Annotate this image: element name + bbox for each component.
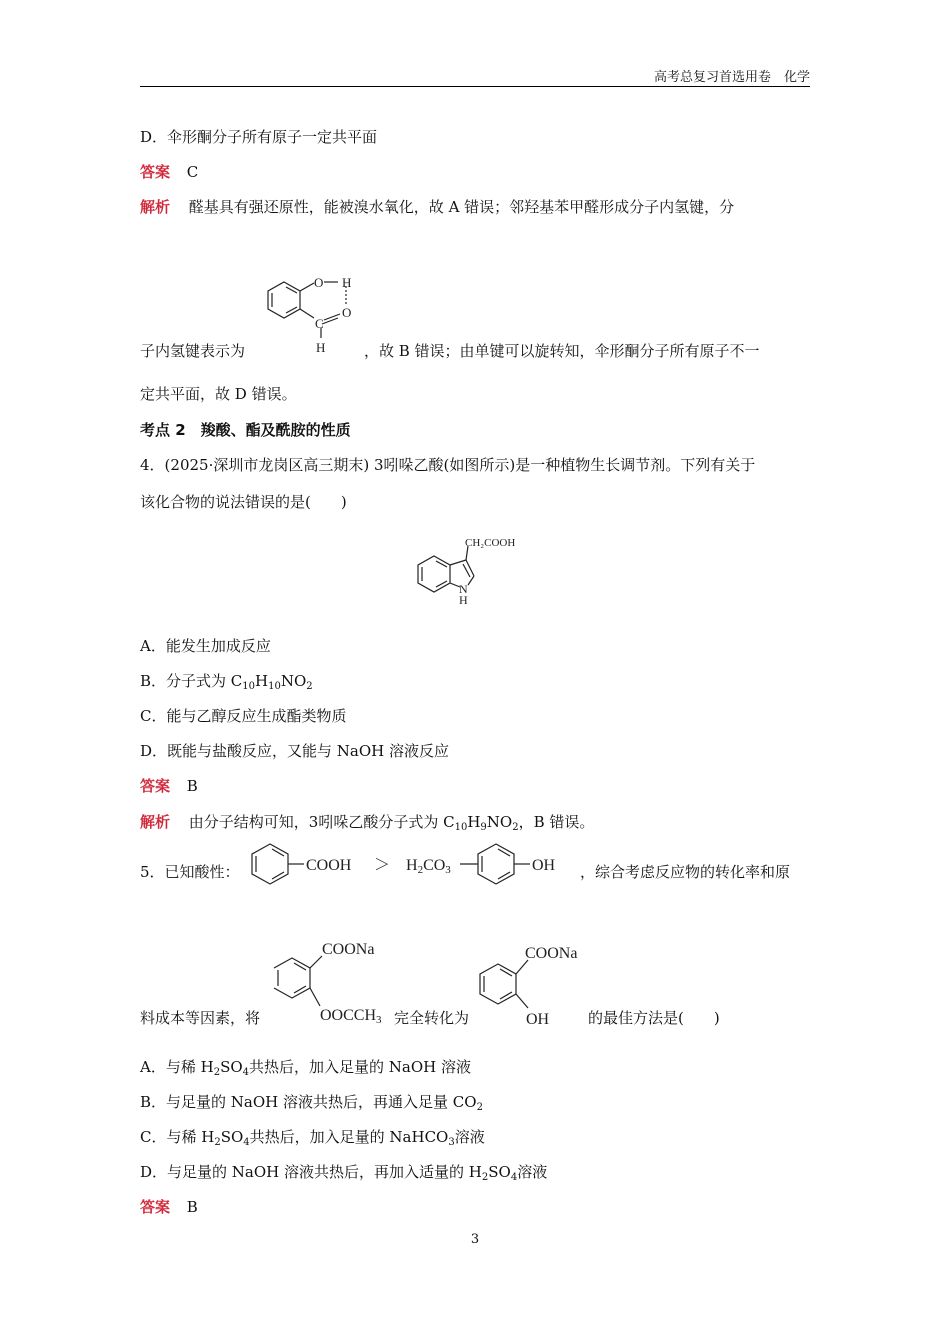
acid-cooh: COOH (306, 857, 352, 874)
q3-analysis-line3: 定共平面，故 D 错误。 (140, 385, 297, 403)
product-coona: COONa (525, 945, 578, 962)
acid-oh: OH (532, 857, 556, 874)
q5-stem-line2c: 的最佳方法是( ) (588, 1009, 720, 1027)
q4-option-a: A．能发生加成反应 (140, 637, 271, 655)
struct-nh: H (459, 593, 468, 607)
answer-label: 答案 (140, 1198, 171, 1216)
q5-option-b: B．与足量的 NaOH 溶液共热后，再通入足量 $CO_2$ (140, 1093, 483, 1113)
q4-stem-line2: 该化合物的说法错误的是( ) (140, 493, 347, 511)
reactant-coona: COONa (322, 941, 375, 958)
struct-c: C (315, 316, 324, 331)
analysis-label: 解析 (140, 198, 171, 216)
q5-stem-prefix: 5．已知酸性： (140, 863, 240, 881)
q4-analysis: 解析 由分子结构可知，3吲哚乙酸分子式为 $C_{10}H_9NO_2$，B 错误。 (140, 813, 595, 833)
q3-analysis-line2a: 子内氢键表示为 (140, 342, 246, 360)
q3-answer (140, 162, 198, 182)
answer-value: C (186, 163, 199, 181)
q5-answer (140, 1197, 198, 1217)
q5-stem-suffix1: ，综合考虑反应物的转化率和原 (580, 863, 791, 881)
answer-label: 答案 (140, 777, 171, 795)
indole-acetic-acid-structure (412, 532, 542, 608)
q5-stem-line2b: 完全转化为 (394, 1009, 470, 1027)
q4-option-b: B．分子式为 $C_{10}H_{10}NO_2$ (140, 672, 313, 692)
answer-value: B (186, 1198, 198, 1216)
salicylaldehyde-hbond-structure (262, 272, 362, 360)
acid-h: H (406, 857, 418, 874)
svg-text:H2CO3: H2CO3 (406, 857, 451, 876)
product-sodium-salicylate-structure (470, 938, 590, 1030)
acidity-order-diagram (244, 840, 580, 886)
struct-n: N (459, 582, 468, 596)
running-header: 高考总复习首选用卷 化学 (653, 70, 810, 85)
struct-substituent: CH₂COOH (465, 537, 516, 549)
product-oh: OH (526, 1011, 550, 1028)
q4-answer (140, 776, 198, 796)
q3-option-d: D．伞形酮分子所有原子一定共平面 (140, 128, 378, 146)
struct-o2: O (342, 305, 352, 320)
struct-h-top: H (342, 275, 352, 290)
analysis-text: 醛基具有强还原性，能被溴水氧化，故 A 错误；邻羟基苯甲醛形成分子内氢键，分 (188, 198, 735, 216)
q3-analysis-line2b: ，故 B 错误；由单键可以旋转知，伞形酮分子所有原子不一 (364, 342, 760, 360)
acid-gt: ＞ (374, 857, 391, 874)
struct-o: O (314, 275, 324, 290)
section-title: 考点 2 羧酸、酯及酰胺的性质 (140, 421, 351, 439)
q3-analysis-line1 (140, 197, 734, 217)
q4-option-d: D．既能与盐酸反应，又能与 NaOH 溶液反应 (140, 742, 450, 760)
q5-stem-line2a: 料成本等因素，将 (140, 1009, 261, 1027)
header-rule (140, 86, 810, 87)
reactant-acetylsalicylate-structure (264, 934, 398, 1030)
q5-option-c: C．与稀 $H_2SO_4$共热后，加入足量的 NaHCO$_3$溶液 (140, 1128, 485, 1148)
q5-option-d: D．与足量的 NaOH 溶液共热后，再加入适量的 $H_2SO_4$溶液 (140, 1163, 548, 1183)
analysis-label: 解析 (140, 813, 171, 831)
page-number: 3 (470, 1232, 480, 1247)
svg-text:OOCCH3: OOCCH3 (320, 1007, 382, 1026)
reactant-ester: OOCCH (320, 1007, 377, 1024)
answer-label: 答案 (140, 163, 171, 181)
answer-value: B (186, 777, 198, 795)
struct-h-bottom: H (316, 340, 326, 355)
q5-option-a: A．与稀 $H_2SO_4$共热后，加入足量的 NaOH 溶液 (140, 1058, 471, 1078)
q4-option-c: C．能与乙醇反应生成酯类物质 (140, 707, 347, 725)
q4-stem-line1: 4．(2025·深圳市龙岗区高三期末) 3吲哚乙酸(如图所示)是一种植物生长调节剂。下列有关于 (140, 456, 756, 474)
